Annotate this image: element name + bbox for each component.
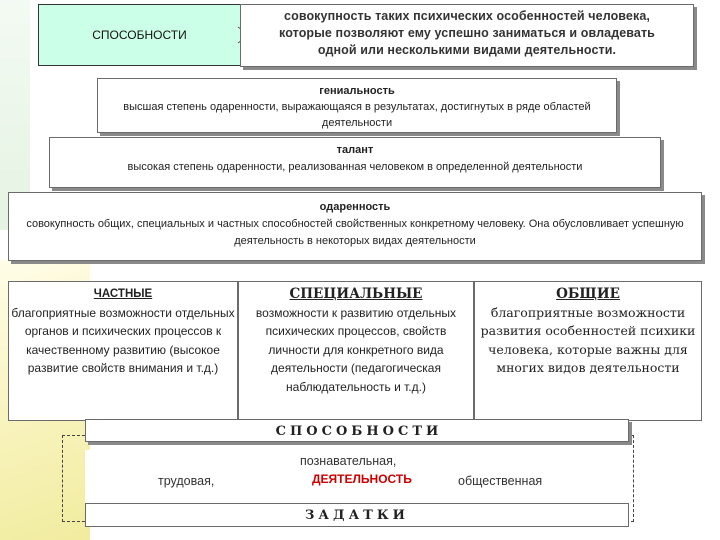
type-special-box	[238, 281, 474, 421]
definition-line-3: одной или несколькими видами деятельности.	[317, 43, 617, 57]
type-special-desc: возможности к развитию отдельных психических процессов, свойств личности для конкретного вида деятельности (педагогическая наблюдательность и т.д.)	[255, 305, 457, 394]
definition-line-2: которые позволяют ему успешно заниматься и овладевать	[279, 26, 655, 40]
type-general-box	[474, 281, 702, 421]
definition-line-1: совокупность таких психических особенностей человека,	[284, 9, 650, 23]
inclinations-strip	[85, 503, 629, 527]
activity-title: ДЕЯТЕЛЬНОСТЬ	[312, 472, 412, 486]
concept-title-box	[38, 4, 241, 66]
activity-social: общественная	[458, 474, 543, 488]
level-talent-desc: высокая степень одаренности, реализованная человеком в определенной деятельности	[127, 161, 583, 173]
type-general-desc: благоприятные возможности развития особенностей психики человека, которые важны для многих видов деятельности	[480, 304, 696, 375]
level-genius-title: гениальность	[319, 85, 395, 97]
concept-title: СПОСОБНОСТИ	[92, 28, 187, 42]
concept-definition-box	[240, 4, 694, 67]
type-private-box	[8, 281, 238, 421]
abilities-label: СПОСОБНОСТИ	[275, 424, 443, 439]
level-genius-desc: высшая степень одаренности, выражающаяся в результатах, достигнутых в ряде областей деятельности	[123, 101, 591, 129]
type-special-title: СПЕЦИАЛЬНЫЕ	[289, 286, 423, 302]
inclinations-label: ЗАДАТКИ	[305, 508, 409, 523]
level-giftedness-box	[8, 192, 702, 261]
activity-labor: трудовая,	[158, 474, 215, 488]
type-private-title: ЧАСТНЫЕ	[93, 288, 153, 300]
level-giftedness-title: одаренность	[319, 201, 391, 213]
level-giftedness-desc: совокупность общих, специальных и частных способностей свойственных конкретному человеку. Она обусловливает успешную деятельность в некоторых видах деятельности	[26, 218, 684, 247]
abilities-strip	[85, 419, 629, 442]
level-talent-title: талант	[336, 144, 374, 156]
level-talent-box	[49, 137, 661, 188]
level-genius-box	[97, 78, 617, 133]
type-general-title: ОБЩИЕ	[556, 286, 620, 302]
activity-cognitive: познавательная,	[300, 454, 397, 468]
type-private-desc: благоприятные возможности отдельных органов и психических процессов к качественному развитию (высокое развитие свойств внимания и т.д.)	[11, 305, 235, 375]
